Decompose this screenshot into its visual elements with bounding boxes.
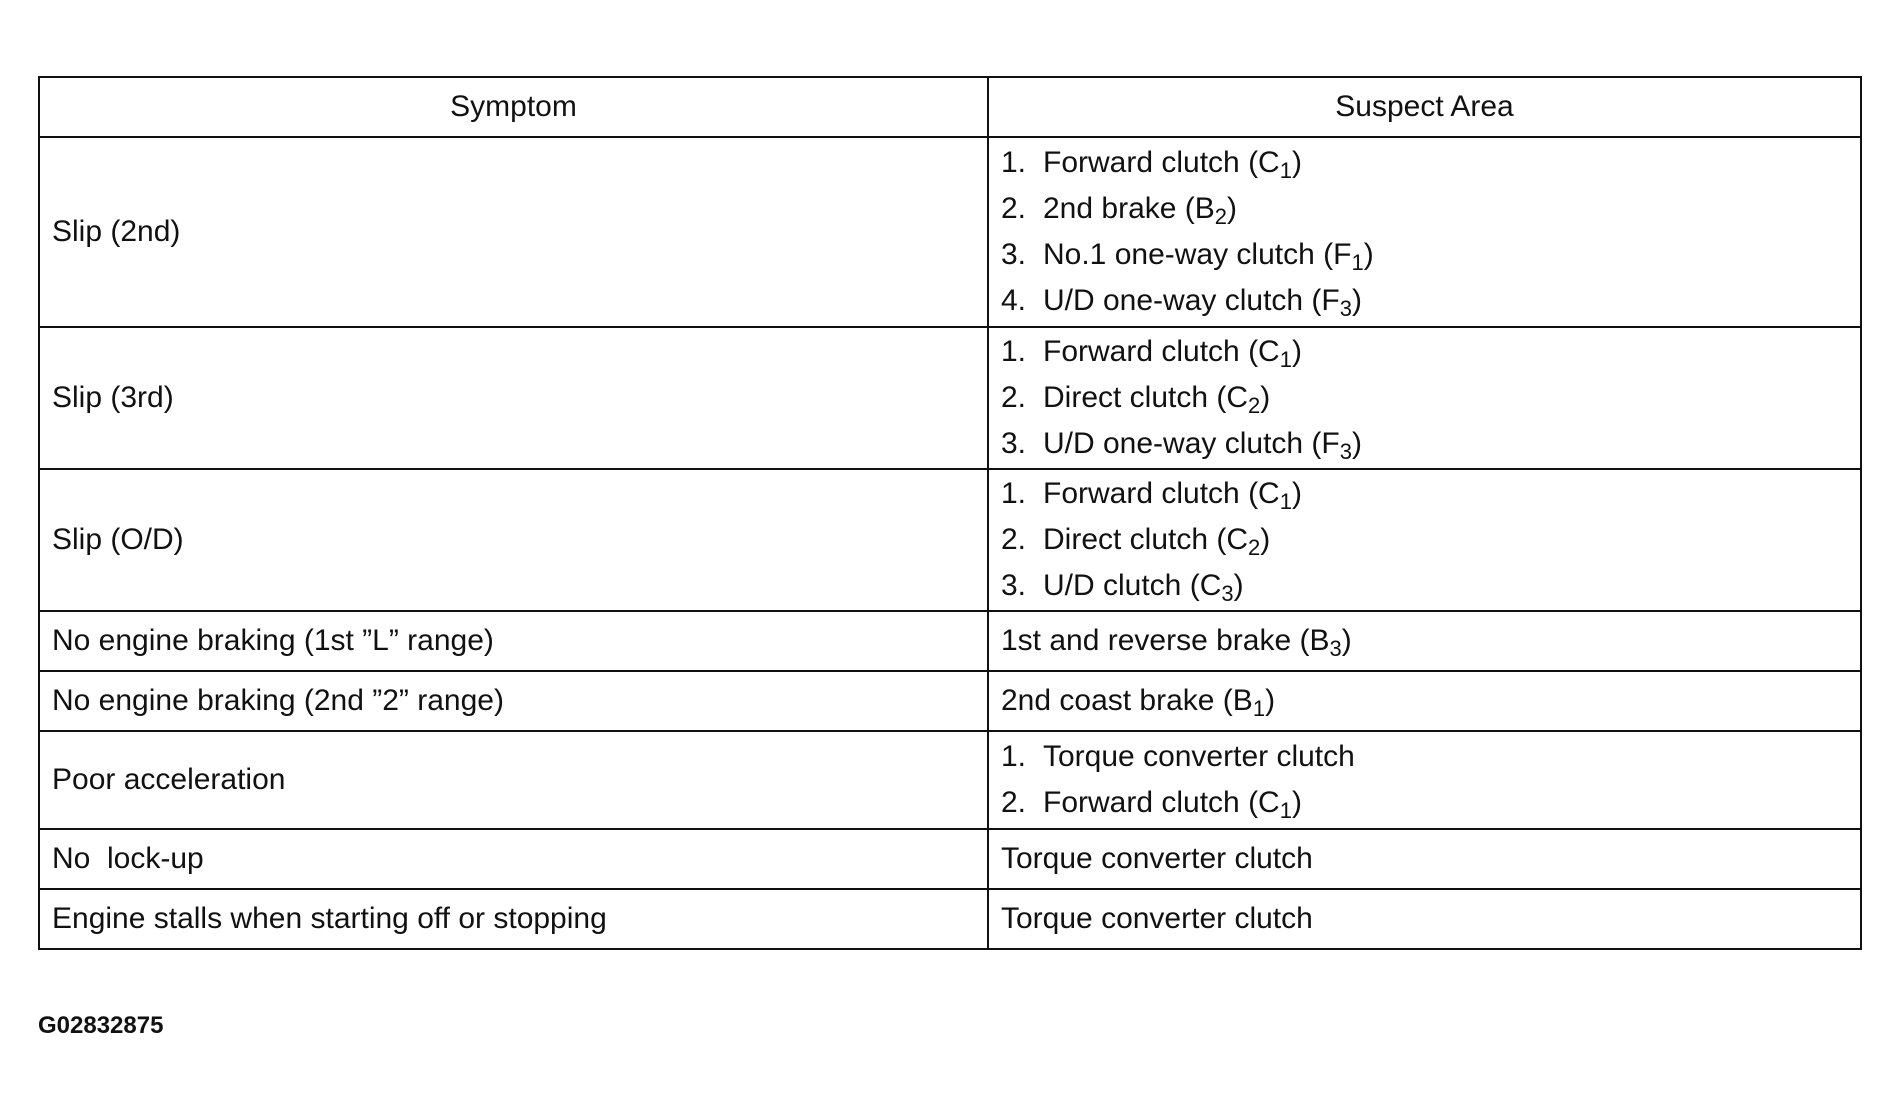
suspect-area-cell: 2nd coast brake $(B_1)$ bbox=[988, 671, 1861, 731]
table-row bbox=[39, 731, 1861, 829]
symptom-cell: No engine braking (2nd ”2” range) bbox=[39, 671, 988, 731]
table-header-row bbox=[39, 77, 1861, 137]
symptom-cell: Poor acceleration bbox=[39, 731, 988, 829]
list-item: 1. Torque converter clutch bbox=[1001, 740, 1355, 773]
list-item: 1. Forward clutch $(C_1)$ bbox=[1001, 146, 1302, 183]
table-row bbox=[39, 611, 1861, 671]
suspect-area-cell bbox=[988, 327, 1861, 469]
table-row bbox=[39, 327, 1861, 469]
suspect-area-cell: 1st and reverse brake $(B_3)$ bbox=[988, 611, 1861, 671]
suspect-list bbox=[1001, 329, 1848, 467]
list-item: 2. Direct clutch $(C_2)$ bbox=[1001, 381, 1271, 418]
table-row bbox=[39, 137, 1861, 327]
symptom-cell: Slip (2nd) bbox=[39, 137, 988, 327]
suspect-area-cell bbox=[988, 731, 1861, 829]
symptom-header: Symptom bbox=[39, 77, 988, 137]
suspect-area-cell: Torque converter clutch bbox=[988, 889, 1861, 949]
suspect-area-header: Suspect Area bbox=[988, 77, 1861, 137]
table-row bbox=[39, 671, 1861, 731]
list-item: 1. Forward clutch $(C_1)$ bbox=[1001, 477, 1302, 514]
symptom-cell: No engine braking (1st ”L” range) bbox=[39, 611, 988, 671]
suspect-list bbox=[1001, 471, 1848, 609]
suspect-list bbox=[1001, 140, 1848, 324]
list-item: 4. U/D one-way clutch $(F_3)$ bbox=[1001, 284, 1362, 321]
list-item: 3. U/D clutch $(C_3)$ bbox=[1001, 569, 1244, 606]
table-row bbox=[39, 889, 1861, 949]
suspect-area-cell: Torque converter clutch bbox=[988, 829, 1861, 889]
symptom-cell: Slip (3rd) bbox=[39, 327, 988, 469]
list-item: 1. Forward clutch $(C_1)$ bbox=[1001, 335, 1302, 372]
table-row bbox=[39, 469, 1861, 611]
suspect-area-cell bbox=[988, 469, 1861, 611]
list-item: 2. Direct clutch $(C_2)$ bbox=[1001, 523, 1271, 560]
symptom-cell: Slip (O/D) bbox=[39, 469, 988, 611]
symptom-cell: No lock-up bbox=[39, 829, 988, 889]
table-row bbox=[39, 829, 1861, 889]
list-item: 2. 2nd brake $(B_2)$ bbox=[1001, 192, 1238, 229]
symptom-cell: Engine stalls when starting off or stopping bbox=[39, 889, 988, 949]
list-item: 2. Forward clutch $(C_1)$ bbox=[1001, 786, 1302, 823]
list-item: 3. U/D one-way clutch $(F_3)$ bbox=[1001, 427, 1362, 464]
suspect-area-cell bbox=[988, 137, 1861, 327]
suspect-list bbox=[1001, 734, 1848, 826]
diagnosis-table bbox=[38, 76, 1862, 950]
figure-code: G02832875 bbox=[38, 1012, 164, 1039]
list-item: 3. No.1 one-way clutch $(F_1)$ bbox=[1001, 238, 1374, 275]
